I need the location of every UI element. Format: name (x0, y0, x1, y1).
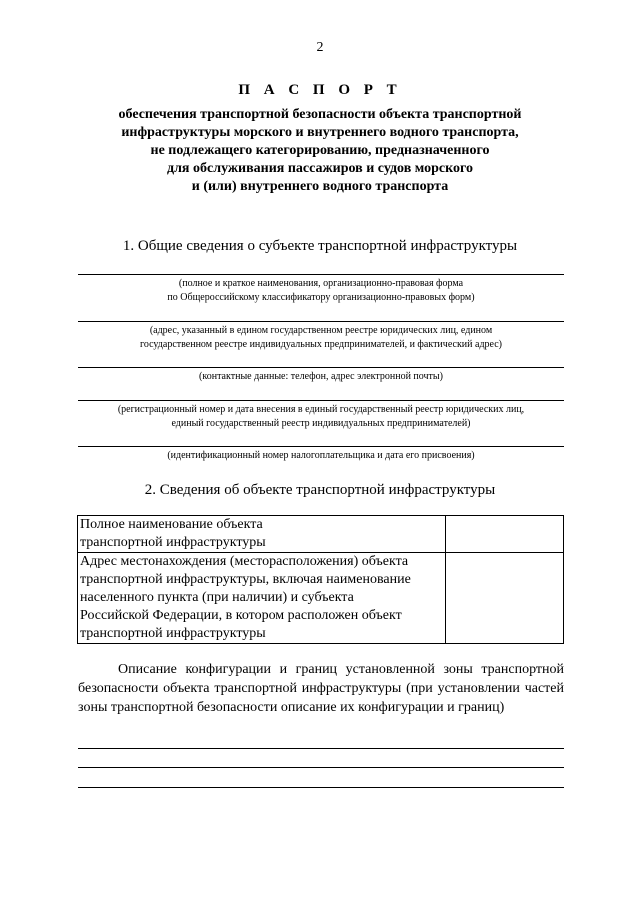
label-line: населенного пункта (при наличии) и субъекта (80, 590, 354, 605)
label-line: транспортной инфраструктуры (80, 626, 266, 641)
caption-line: единый государственный реестр индивидуальных предпринимателей) (171, 418, 471, 429)
label-line: Полное наименование объекта (80, 517, 263, 532)
caption-line: (адрес, указанный в едином государственном реестре юридических лиц, едином (149, 325, 493, 336)
subtitle-line: и (или) внутреннего водного транспорта (191, 179, 449, 194)
fill-line-zone-description[interactable] (78, 787, 564, 788)
fill-line-zone-description[interactable] (78, 748, 564, 749)
zone-description-text: Описание конфигурации и границ установленной зоны транспортной безопасности объекта транспортной инфраструктуры (при установлении частей зоны транспортной безопасности описание их конфигурации и границ) (78, 662, 564, 715)
object-info-table (77, 515, 564, 644)
fill-line-zone-description[interactable] (78, 767, 564, 768)
caption-line: по Общероссийскому классификатору организационно-правовых форм) (167, 292, 475, 303)
table-row (78, 516, 564, 553)
subtitle-line: не подлежащего категорированию, предназначенного (150, 143, 490, 158)
label-line: транспортной инфраструктуры, включая наименование (80, 572, 411, 587)
fill-line-contacts[interactable] (78, 367, 564, 368)
caption-line: (регистрационный номер и дата внесения в единый государственный реестр юридических лиц, (117, 404, 525, 415)
section1-heading: 1. Общие сведения о субъекте транспортной инфраструктуры (122, 238, 518, 254)
label-line: транспортной инфраструктуры (80, 535, 266, 550)
caption-line: государственном реестре индивидуальных предпринимателей, и фактический адрес) (140, 339, 502, 350)
label-line: Российской Федерации, в котором расположен объект (80, 608, 402, 623)
table-value-cell-object-address[interactable] (445, 553, 563, 644)
document-title: П А С П О Р Т (238, 82, 402, 98)
fill-line-registration[interactable] (78, 400, 564, 401)
caption-line: (контактные данные: телефон, адрес электронной почты) (199, 371, 443, 382)
table-value-cell-object-name[interactable] (445, 516, 563, 553)
label-line: Адрес местонахождения (месторасположения) объекта (80, 554, 409, 569)
caption-contacts (78, 370, 564, 384)
caption-subject-name (78, 277, 564, 305)
fill-line-tax-id[interactable] (78, 446, 564, 447)
caption-registration (78, 403, 564, 431)
table-label-cell (78, 553, 446, 644)
subtitle-line: инфраструктуры морского и внутреннего водного транспорта, (121, 125, 519, 140)
subtitle-line: обеспечения транспортной безопасности объекта транспортной (118, 107, 522, 122)
document-subtitle (60, 106, 580, 196)
fill-line-subject-name[interactable] (78, 274, 564, 275)
subtitle-line: для обслуживания пассажиров и судов морского (166, 161, 473, 176)
caption-line: (полное и краткое наименования, организационно-правовая форма (178, 278, 464, 289)
caption-tax-id (78, 449, 564, 463)
caption-line: (идентификационный номер налогоплательщика и дата его присвоения) (167, 450, 475, 461)
caption-subject-address (78, 324, 564, 352)
table-row (78, 553, 564, 644)
fill-line-subject-address[interactable] (78, 321, 564, 322)
table-label-cell (78, 516, 446, 553)
section2-heading: 2. Сведения об объекте транспортной инфраструктуры (144, 482, 496, 498)
page-number: 2 (316, 40, 324, 55)
